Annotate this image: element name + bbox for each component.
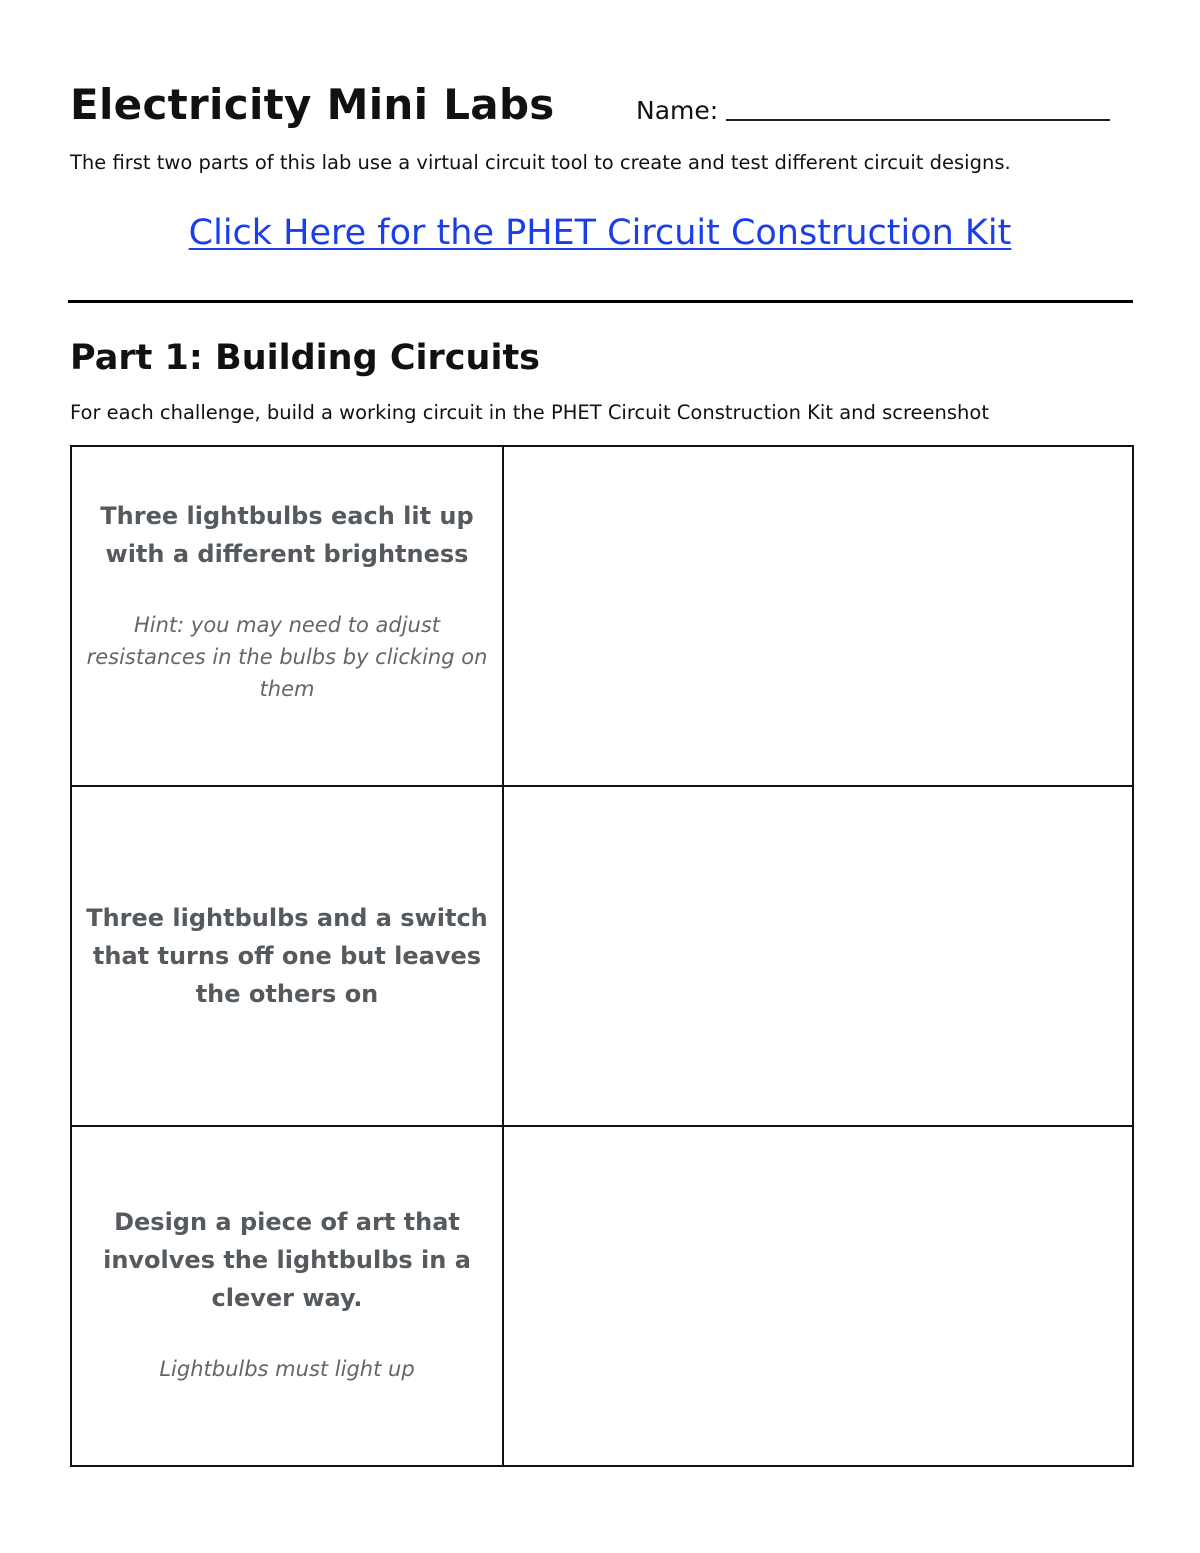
challenge-hint: Lightbulbs must light up <box>159 1357 415 1381</box>
screenshot-cell[interactable] <box>503 1126 1133 1466</box>
screenshot-slot[interactable] <box>504 787 1132 1125</box>
challenge-cell <box>71 1126 503 1466</box>
section-divider <box>68 300 1133 303</box>
challenge-title: Three lightbulbs each lit up with a different brightness <box>100 502 474 568</box>
table-row <box>71 446 1133 786</box>
challenge-content <box>72 787 502 1125</box>
phet-kit-link[interactable]: Click Here for the PHET Circuit Construction Kit <box>188 213 1012 253</box>
part1-instructions: For each challenge, build a working circuit in the PHET Circuit Construction Kit and screenshot <box>70 401 989 424</box>
screenshot-cell[interactable] <box>503 446 1133 786</box>
table-row <box>71 786 1133 1126</box>
part1-heading: Part 1: Building Circuits <box>70 338 541 378</box>
name-blank-line[interactable] <box>726 119 1110 121</box>
challenge-content <box>72 447 502 785</box>
page-title: Electricity Mini Labs <box>70 80 555 129</box>
name-field[interactable] <box>636 96 1110 125</box>
screenshot-cell[interactable] <box>503 786 1133 1126</box>
challenge-hint: Hint: you may need to adjust resistances in the bulbs by clicking on them <box>86 613 488 701</box>
screenshot-slot[interactable] <box>504 447 1132 785</box>
challenge-title: Design a piece of art that involves the lightbulbs in a clever way. <box>103 1208 471 1312</box>
intro-text: The first two parts of this lab use a virtual circuit tool to create and test different circuit designs. <box>70 151 1011 174</box>
name-label: Name: <box>636 96 719 125</box>
challenge-table <box>70 445 1134 1467</box>
challenge-title: Three lightbulbs and a switch that turns off one but leaves the others on <box>86 904 488 1008</box>
challenge-content <box>72 1127 502 1465</box>
challenge-cell <box>71 446 503 786</box>
challenge-cell <box>71 786 503 1126</box>
screenshot-slot[interactable] <box>504 1127 1132 1465</box>
table-row <box>71 1126 1133 1466</box>
